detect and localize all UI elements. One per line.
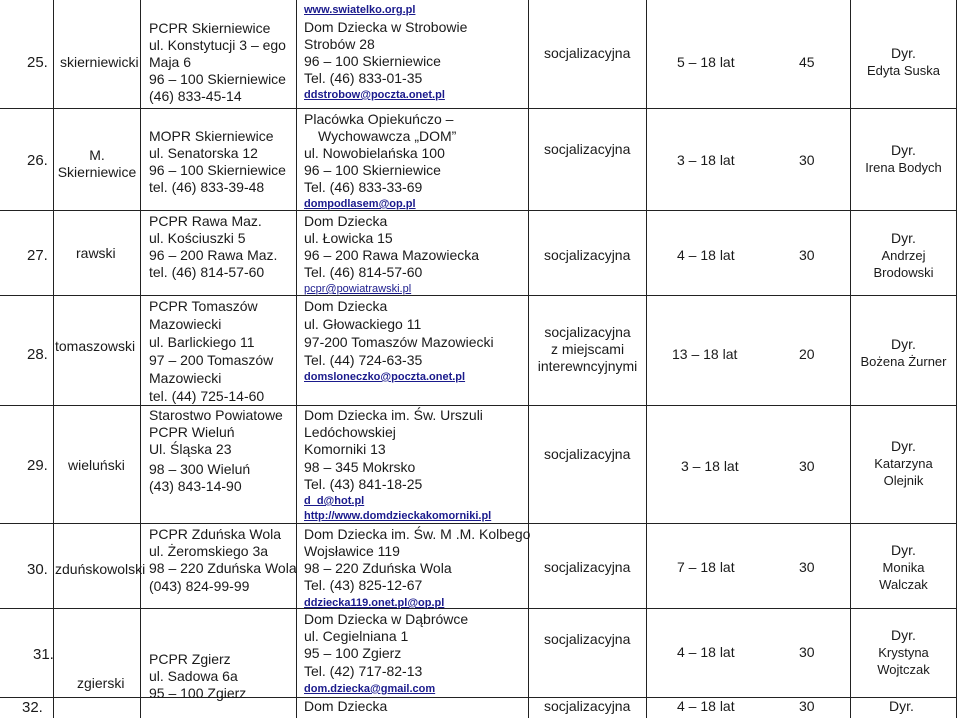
age-cell: 4 – 18 lat [677, 247, 735, 263]
placowka-line: 96 – 200 Rawa Mazowiecka [304, 247, 480, 263]
organizer-line: PCPR Zgierz [149, 651, 231, 667]
age-cell: 5 – 18 lat [677, 54, 735, 70]
director-line: Dyr. [891, 627, 916, 643]
type-line: z miejscami [550, 341, 625, 357]
age-cell: 4 – 18 lat [677, 644, 735, 660]
organizer-line: ul. Barlickiego 11 [149, 334, 255, 350]
placowka-line: Placówka Opiekuńczo – [304, 111, 454, 127]
powiat-line: Skierniewice [57, 164, 137, 180]
director-line: Bożena Żurner [860, 354, 947, 369]
email-link[interactable]: dom.dziecka@gmail.com [304, 683, 436, 695]
placowka-line: Tel. (46) 833-01-35 [304, 70, 423, 86]
type-cell: socjalizacyjna [544, 698, 631, 714]
organizer-line: PCPR Rawa Maz. [149, 213, 262, 229]
director-line: Dyr. [891, 230, 916, 246]
powiat-cell: zduńskowolski [55, 561, 146, 577]
email-link[interactable]: ddziecka119.onet.pl@op.pl [304, 597, 445, 609]
row-number: 26. [27, 152, 48, 169]
placowka-line: 98 – 345 Mokrsko [304, 459, 416, 475]
organizer-line: Starostwo Powiatowe [149, 407, 283, 423]
director-cell [851, 142, 956, 176]
organizer-line: (043) 824-99-99 [149, 578, 250, 594]
director-line: Dyr. [891, 542, 916, 558]
email-link[interactable]: domsloneczko@poczta.onet.pl [304, 371, 466, 383]
placowka-line: Tel. (44) 724-63-35 [304, 352, 423, 368]
type-cell [529, 324, 646, 375]
row-divider [0, 405, 957, 406]
organizer-line: 96 – 100 Skierniewice [149, 162, 286, 178]
placowka-line: Dom Dziecka [304, 698, 388, 714]
placowka-line: ul. Łowicka 15 [304, 230, 393, 246]
organizer-line: 96 – 200 Rawa Maz. [149, 247, 278, 263]
director-cell [851, 45, 956, 79]
type-cell: socjalizacyjna [544, 45, 631, 61]
placowka-line: 97-200 Tomaszów Mazowiecki [304, 334, 494, 350]
age-cell: 4 – 18 lat [677, 698, 735, 714]
director-line: Irena Bodych [865, 160, 942, 175]
organizer-line: 95 – 100 Zgierz [149, 685, 247, 701]
placowka-line: ul. Głowackiego 11 [304, 316, 422, 332]
row-number: 28. [27, 346, 48, 363]
organizer-line: tel. (44) 725-14-60 [149, 388, 265, 404]
director-cell [851, 336, 956, 370]
organizer-line: PCPR Skierniewice [149, 20, 271, 36]
director-line: Dyr. [891, 142, 916, 158]
placowka-line: Tel. (43) 825-12-67 [304, 577, 423, 593]
powiat-cell: wieluński [68, 457, 125, 473]
powiat-cell: zgierski [77, 675, 125, 691]
organizer-line: (46) 833-45-14 [149, 88, 242, 104]
row-number: 30. [27, 561, 48, 578]
places-cell: 30 [799, 559, 815, 575]
placowka-line: Tel. (46) 833-33-69 [304, 179, 423, 195]
placowka-line: 96 – 100 Skierniewice [304, 162, 441, 178]
row-number: 27. [27, 247, 48, 264]
row-divider [0, 295, 957, 296]
director-line: Brodowski [873, 265, 934, 280]
type-cell: socjalizacyjna [544, 247, 631, 263]
type-cell: socjalizacyjna [544, 446, 631, 462]
organizer-line: (43) 843-14-90 [149, 478, 242, 494]
director-line: Walczak [879, 577, 928, 592]
powiat-line: M. [89, 147, 105, 163]
organizer-line: 96 – 100 Skierniewice [149, 71, 286, 87]
type-cell: socjalizacyjna [544, 631, 631, 647]
placowka-line: Wychowawcza „DOM” [318, 128, 457, 144]
director-line: Dyr. [891, 438, 916, 454]
placowka-line: Dom Dziecka im. Św. Urszuli [304, 407, 483, 423]
row-number: 32. [22, 699, 43, 716]
email-link[interactable]: d_d@hot.pl [304, 495, 365, 507]
director-line: Andrzej [881, 248, 926, 263]
age-cell: 3 – 18 lat [681, 458, 739, 474]
director-line: Olejnik [883, 473, 924, 488]
placowka-line: ul. Cegielniana 1 [304, 628, 409, 644]
organizer-line: ul. Senatorska 12 [149, 145, 258, 161]
row-divider [0, 523, 957, 524]
places-cell: 30 [799, 644, 815, 660]
powiat-cell: skierniewicki [60, 54, 139, 70]
placowka-line: Tel. (43) 841-18-25 [304, 476, 423, 492]
organizer-line: ul. Konstytucji 3 – ego [149, 37, 286, 53]
placowka-line: Tel. (46) 814-57-60 [304, 264, 423, 280]
email-link[interactable]: dompodlasem@op.pl [304, 198, 416, 210]
places-cell: 30 [799, 152, 815, 168]
placowka-line: 98 – 220 Zduńska Wola [304, 560, 452, 576]
placowka-line: Dom Dziecka [304, 213, 388, 229]
placowka-line: Komorniki 13 [304, 441, 386, 457]
row-number: 25. [27, 54, 48, 71]
director-line: Wojtczak [877, 662, 930, 677]
website-link[interactable]: www.swiatelko.org.pl [304, 4, 416, 16]
director-cell [851, 438, 956, 489]
places-cell: 45 [799, 54, 815, 70]
organizer-line: Maja 6 [149, 54, 192, 70]
placowka-line: Dom Dziecka [304, 298, 388, 314]
organizer-line: tel. (46) 814-57-60 [149, 264, 265, 280]
placowka-line: Dom Dziecka w Dąbrówce [304, 611, 469, 627]
organizer-line: Mazowiecki [149, 316, 222, 332]
organizer-line: ul. Żeromskiego 3a [149, 543, 269, 559]
organizer-line: 98 – 300 Wieluń [149, 461, 251, 477]
director-line: Monika [882, 560, 925, 575]
placowka-line: 95 – 100 Zgierz [304, 645, 402, 661]
powiat-cell [54, 147, 140, 181]
placowka-line: Ledóchowskiej [304, 424, 396, 440]
organizer-line: PCPR Wieluń [149, 424, 235, 440]
organizer-line: PCPR Zduńska Wola [149, 526, 282, 542]
organizer-line: 97 – 200 Tomaszów [149, 352, 274, 368]
places-cell: 20 [799, 346, 815, 362]
organizer-line: 98 – 220 Zduńska Wola [149, 560, 297, 576]
row-number: 31. [33, 646, 54, 663]
director-line: Krystyna [878, 645, 929, 660]
director-cell: Dyr. [889, 698, 914, 714]
type-cell: socjalizacyjna [544, 559, 631, 575]
organizer-line: ul. Kościuszki 5 [149, 230, 246, 246]
organizer-line: Mazowiecki [149, 370, 222, 386]
organizer-line: Ul. Śląska 23 [149, 441, 232, 457]
type-line: socjalizacyjna [544, 324, 631, 340]
powiat-cell: tomaszowski [55, 338, 136, 354]
age-cell: 7 – 18 lat [677, 559, 735, 575]
director-line: Katarzyna [874, 456, 933, 471]
placowka-line: Dom Dziecka im. Św. M .M. Kolbego [304, 526, 531, 542]
age-cell: 3 – 18 lat [677, 152, 735, 168]
email-link[interactable]: pcpr@powiatrawski.pl [304, 283, 412, 295]
row-divider [0, 608, 957, 609]
type-cell: socjalizacyjna [544, 141, 631, 157]
placowka-line: 96 – 100 Skierniewice [304, 53, 441, 69]
placowka-line: Strobów 28 [304, 36, 375, 52]
director-cell [851, 627, 956, 678]
director-line: Dyr. [891, 336, 916, 352]
row-number: 29. [27, 457, 48, 474]
places-cell: 30 [799, 698, 815, 714]
email-link[interactable]: ddstrobow@poczta.onet.pl [304, 89, 445, 101]
row-divider [0, 210, 957, 211]
powiat-cell: rawski [76, 245, 116, 261]
placowka-line: Dom Dziecka w Strobowie [304, 19, 468, 35]
places-cell: 30 [799, 458, 815, 474]
director-line: Edyta Suska [867, 63, 940, 78]
organizer-line: ul. Sadowa 6a [149, 668, 238, 684]
placowka-line: ul. Nowobielańska 100 [304, 145, 445, 161]
director-line: Dyr. [891, 45, 916, 61]
placowka-line: Wojsławice 119 [304, 543, 400, 559]
organizer-line: tel. (46) 833-39-48 [149, 179, 265, 195]
places-cell: 30 [799, 247, 815, 263]
placowka-line: Tel. (42) 717-82-13 [304, 663, 423, 679]
director-cell [851, 542, 956, 593]
organizer-line: MOPR Skierniewice [149, 128, 274, 144]
website-link[interactable]: http://www.domdzieckakomorniki.pl [304, 510, 492, 522]
organizer-line: PCPR Tomaszów [149, 298, 258, 314]
row-divider [0, 108, 957, 109]
director-cell [851, 230, 956, 281]
type-line: interewncyjnymi [537, 358, 638, 374]
age-cell: 13 – 18 lat [672, 346, 738, 362]
